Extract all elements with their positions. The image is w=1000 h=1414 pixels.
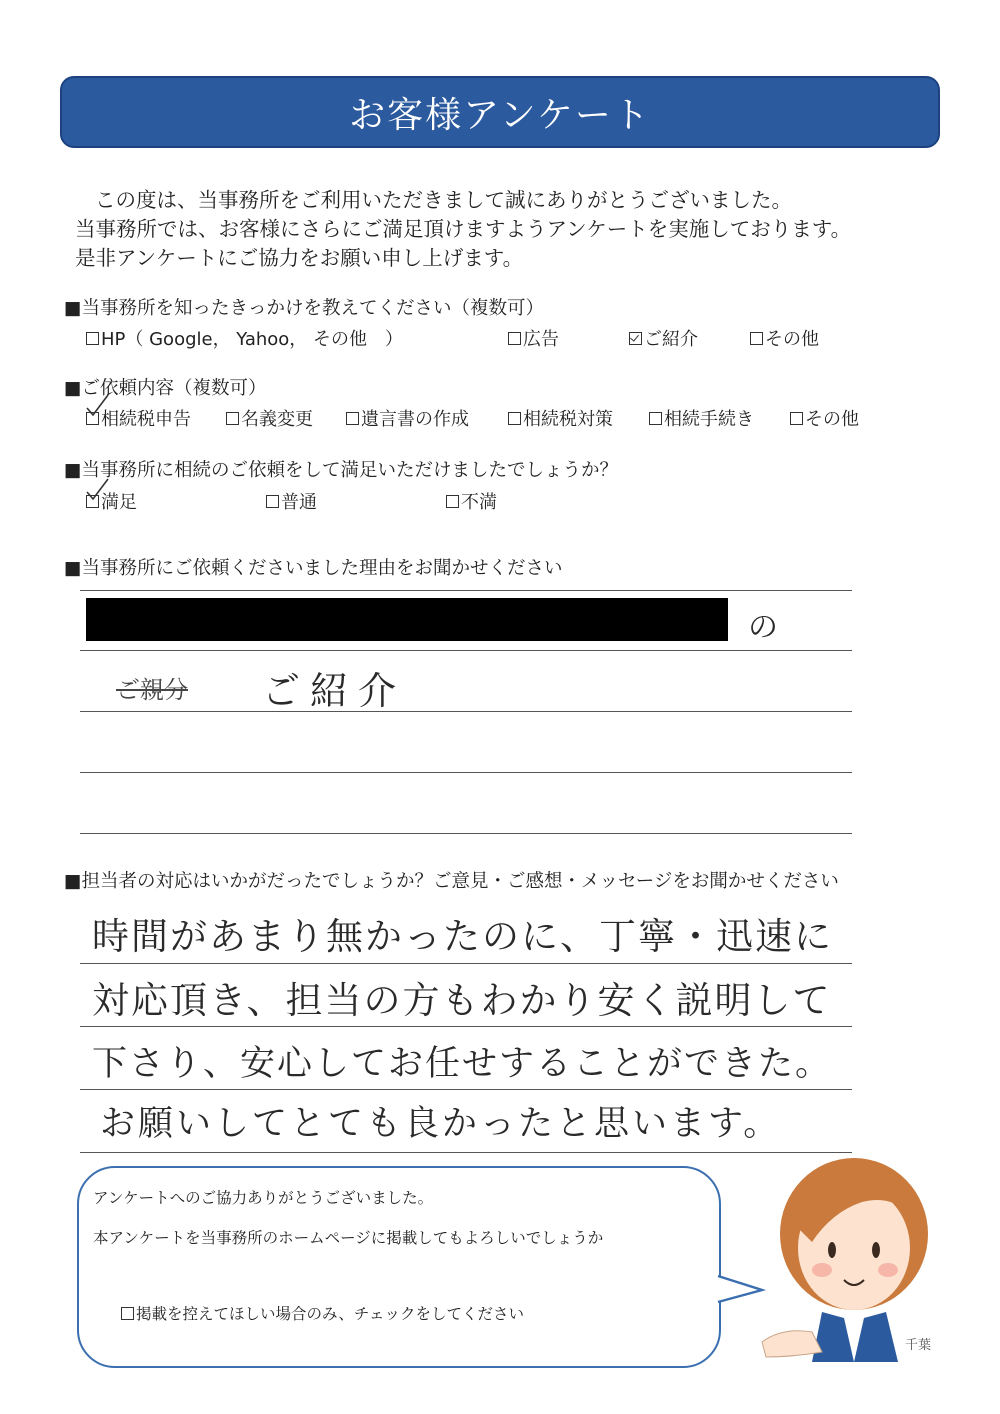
optout-label: 掲載を控えてほしい場合のみ、チェックをしてください bbox=[136, 1305, 524, 1323]
checkbox-checked[interactable] bbox=[629, 332, 642, 345]
thanks-text: アンケートへのご協力ありがとうございました。 bbox=[93, 1189, 434, 1207]
q1-option-referral[interactable] bbox=[629, 325, 698, 351]
q5-answer-line: 時間があまり無かったのに、丁寧・迅速に bbox=[92, 915, 833, 958]
answer-line bbox=[80, 650, 852, 651]
answer-line bbox=[80, 1026, 852, 1027]
hand-check-mark-icon bbox=[84, 392, 114, 422]
checkbox[interactable] bbox=[266, 495, 279, 508]
option-label: その他 bbox=[765, 329, 819, 350]
option-label: 遺言書の作成 bbox=[361, 409, 469, 430]
q2-option-will[interactable] bbox=[346, 405, 469, 431]
q4-answer-suffix: の bbox=[748, 610, 778, 645]
option-label: 相続税申告 bbox=[101, 409, 191, 430]
q2-option-other[interactable] bbox=[790, 405, 859, 431]
answer-line bbox=[80, 711, 852, 712]
q2-options bbox=[86, 405, 886, 431]
checkbox[interactable] bbox=[346, 412, 359, 425]
q5-heading: ■担当者の対応はいかがだったでしょうか？ご意見・ご感想・メッセージをお聞かせください bbox=[64, 871, 839, 892]
checkbox[interactable] bbox=[508, 412, 521, 425]
q3-option-dissatisfied[interactable] bbox=[446, 488, 497, 514]
checkbox[interactable] bbox=[649, 412, 662, 425]
q2-heading: ■ご依頼内容（複数可） bbox=[64, 378, 267, 399]
option-label: 満足 bbox=[101, 492, 137, 513]
intro-line: 当事務所では、お客様にさらにご満足頂けますようアンケートを実施しております。 bbox=[75, 217, 852, 241]
q4-answer-struck: ご親分 bbox=[116, 676, 188, 704]
option-label: 普通 bbox=[281, 492, 317, 513]
checkbox[interactable] bbox=[226, 412, 239, 425]
page-title: お客様アンケート bbox=[349, 94, 651, 136]
answer-line bbox=[80, 963, 852, 964]
answer-line bbox=[80, 833, 852, 834]
q5-answer-line: お願いしてとても良かったと思います。 bbox=[100, 1104, 782, 1144]
q3-options bbox=[86, 488, 886, 514]
option-label: 不満 bbox=[461, 492, 497, 513]
q2-option-tax-planning[interactable] bbox=[508, 405, 613, 431]
answer-line bbox=[80, 590, 852, 591]
option-label: 相続手続き bbox=[664, 409, 754, 430]
checkbox[interactable] bbox=[508, 332, 521, 345]
optout-option[interactable] bbox=[121, 1302, 524, 1324]
q3-option-neutral[interactable] bbox=[266, 488, 317, 514]
q4-heading: ■当事務所にご依頼くださいました理由をお聞かせください bbox=[64, 558, 563, 579]
q4-answer-text: ご紹介 bbox=[262, 669, 407, 713]
answer-line bbox=[80, 1089, 852, 1090]
q1-option-other[interactable] bbox=[750, 325, 819, 351]
q5-answer-line: 対応頂き、担当の方もわかり安く説明して bbox=[92, 979, 832, 1022]
q1-heading: ■当事務所を知ったきっかけを教えてください（複数可） bbox=[64, 298, 544, 319]
answer-line bbox=[80, 1152, 852, 1153]
checkbox[interactable] bbox=[750, 332, 763, 345]
option-label: 名義変更 bbox=[241, 409, 313, 430]
hand-check-mark-icon bbox=[84, 476, 114, 506]
checkbox[interactable] bbox=[790, 412, 803, 425]
q3-heading: ■当事務所に相続のご依頼をして満足いただけましたでしょうか？ bbox=[64, 460, 618, 481]
option-label: HP（ Google， Yahoo， その他 ） bbox=[101, 329, 404, 350]
answer-line bbox=[80, 772, 852, 773]
q5-answer-line: 下さり、安心してお任せすることができた。 bbox=[92, 1044, 833, 1084]
q2-option-title-change[interactable] bbox=[226, 405, 313, 431]
q1-options bbox=[86, 325, 886, 351]
q1-option-hp[interactable] bbox=[86, 325, 403, 351]
speech-bubble bbox=[77, 1166, 721, 1368]
mascot-name: 千葉 bbox=[905, 1338, 932, 1353]
checkbox[interactable] bbox=[86, 332, 99, 345]
q1-option-ad[interactable] bbox=[508, 325, 559, 351]
intro-line: 是非アンケートにご協力をお願い申し上げます。 bbox=[75, 246, 524, 270]
optout-checkbox[interactable] bbox=[121, 1307, 134, 1320]
option-label: その他 bbox=[805, 409, 859, 430]
option-label: 広告 bbox=[523, 329, 559, 350]
intro-text bbox=[75, 186, 955, 273]
redacted-text-block bbox=[86, 598, 728, 641]
checkbox[interactable] bbox=[446, 495, 459, 508]
intro-line: この度は、当事務所をご利用いただきまして誠にありがとうございました。 bbox=[95, 188, 792, 212]
option-label: ご紹介 bbox=[644, 329, 698, 350]
option-label: 相続税対策 bbox=[523, 409, 613, 430]
publish-question-text: 本アンケートを当事務所のホームページに掲載してもよろしいでしょうか bbox=[93, 1229, 604, 1247]
q2-option-procedures[interactable] bbox=[649, 405, 754, 431]
title-banner bbox=[60, 76, 940, 148]
